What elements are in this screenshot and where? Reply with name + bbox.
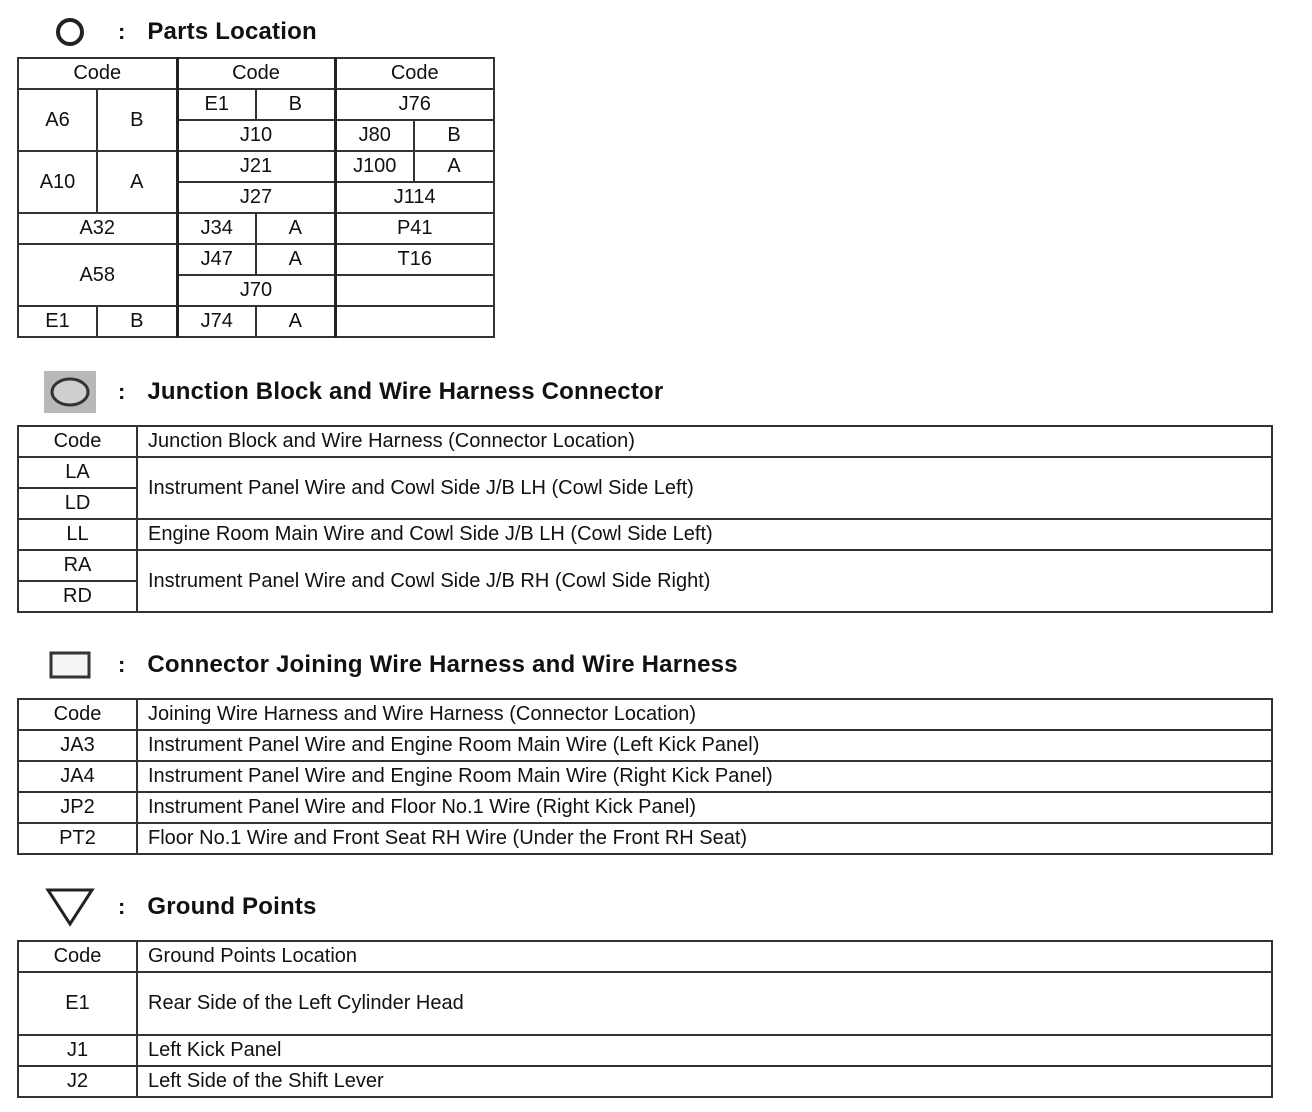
colon: :: [118, 894, 126, 919]
location-cell: B: [256, 89, 335, 120]
empty-cell: [335, 306, 494, 337]
header-code: Code: [18, 426, 137, 457]
rectangle-icon: [40, 647, 100, 683]
desc-cell: Instrument Panel Wire and Engine Room Main Wire (Right Kick Panel): [137, 761, 1272, 792]
triangle-icon: [40, 889, 100, 925]
code-cell: A10: [18, 151, 97, 213]
header-desc: Ground Points Location: [137, 941, 1272, 972]
code-cell: JA3: [18, 730, 137, 761]
code-cell: RD: [18, 581, 137, 612]
code-cell: JP2: [18, 792, 137, 823]
code-cell: A32: [18, 213, 177, 244]
code-cell: A6: [18, 89, 97, 151]
code-cell: J10: [177, 120, 335, 151]
parts-location-heading: [40, 14, 317, 50]
code-cell: LL: [18, 519, 137, 550]
code-cell: J70: [177, 275, 335, 306]
code-cell: J80: [335, 120, 414, 151]
desc-cell: Rear Side of the Left Cylinder Head: [137, 972, 1272, 1035]
parts-location-table: [17, 57, 495, 338]
shaded-oval-icon: [40, 374, 100, 410]
section-title: Parts Location: [147, 18, 317, 45]
header-code: Code: [18, 699, 137, 730]
code-cell: J21: [177, 151, 335, 182]
desc-cell: Instrument Panel Wire and Floor No.1 Wire (Right Kick Panel): [137, 792, 1272, 823]
code-cell: J2: [18, 1066, 137, 1097]
colon: :: [118, 652, 126, 677]
desc-cell: Floor No.1 Wire and Front Seat RH Wire (Under the Front RH Seat): [137, 823, 1272, 854]
desc-cell: Instrument Panel Wire and Engine Room Main Wire (Left Kick Panel): [137, 730, 1272, 761]
code-cell: LA: [18, 457, 137, 488]
section-title: Connector Joining Wire Harness and Wire Harness: [147, 651, 738, 678]
section-title: Ground Points: [147, 893, 317, 920]
code-cell: J100: [335, 151, 414, 182]
code-cell: J47: [177, 244, 256, 275]
code-cell: JA4: [18, 761, 137, 792]
ground-points-heading: [40, 889, 317, 925]
code-cell: A58: [18, 244, 177, 306]
empty-cell: [335, 275, 494, 306]
header-code: Code: [18, 58, 177, 89]
code-cell: E1: [177, 89, 256, 120]
desc-cell: Instrument Panel Wire and Cowl Side J/B RH (Cowl Side Right): [137, 550, 1272, 612]
section-title: Junction Block and Wire Harness Connector: [147, 378, 664, 405]
code-cell: J76: [335, 89, 494, 120]
code-cell: LD: [18, 488, 137, 519]
connector-joining-table: [17, 698, 1273, 855]
location-cell: A: [256, 213, 335, 244]
code-cell: T16: [335, 244, 494, 275]
location-cell: A: [414, 151, 494, 182]
colon: :: [118, 379, 126, 404]
desc-cell: Instrument Panel Wire and Cowl Side J/B LH (Cowl Side Left): [137, 457, 1272, 519]
code-cell: J1: [18, 1035, 137, 1066]
desc-cell: Engine Room Main Wire and Cowl Side J/B LH (Cowl Side Left): [137, 519, 1272, 550]
header-code: Code: [335, 58, 494, 89]
location-cell: B: [97, 89, 177, 151]
colon: :: [118, 19, 126, 44]
header-code: Code: [18, 941, 137, 972]
location-cell: A: [97, 151, 177, 213]
location-cell: A: [256, 244, 335, 275]
header-desc: Junction Block and Wire Harness (Connector Location): [137, 426, 1272, 457]
header-code: Code: [177, 58, 335, 89]
code-cell: J74: [177, 306, 256, 337]
desc-cell: Left Side of the Shift Lever: [137, 1066, 1272, 1097]
header-desc: Joining Wire Harness and Wire Harness (Connector Location): [137, 699, 1272, 730]
location-cell: A: [256, 306, 335, 337]
ground-points-table: [17, 940, 1273, 1098]
code-cell: RA: [18, 550, 137, 581]
junction-block-heading: [40, 374, 663, 410]
code-cell: J27: [177, 182, 335, 213]
location-cell: B: [414, 120, 494, 151]
code-cell: E1: [18, 972, 137, 1035]
junction-block-table: [17, 425, 1273, 613]
code-cell: PT2: [18, 823, 137, 854]
code-cell: P41: [335, 213, 494, 244]
circle-icon: [40, 14, 100, 50]
location-cell: B: [97, 306, 177, 337]
desc-cell: Left Kick Panel: [137, 1035, 1272, 1066]
connector-joining-heading: [40, 647, 738, 683]
code-cell: J114: [335, 182, 494, 213]
code-cell: E1: [18, 306, 97, 337]
code-cell: J34: [177, 213, 256, 244]
